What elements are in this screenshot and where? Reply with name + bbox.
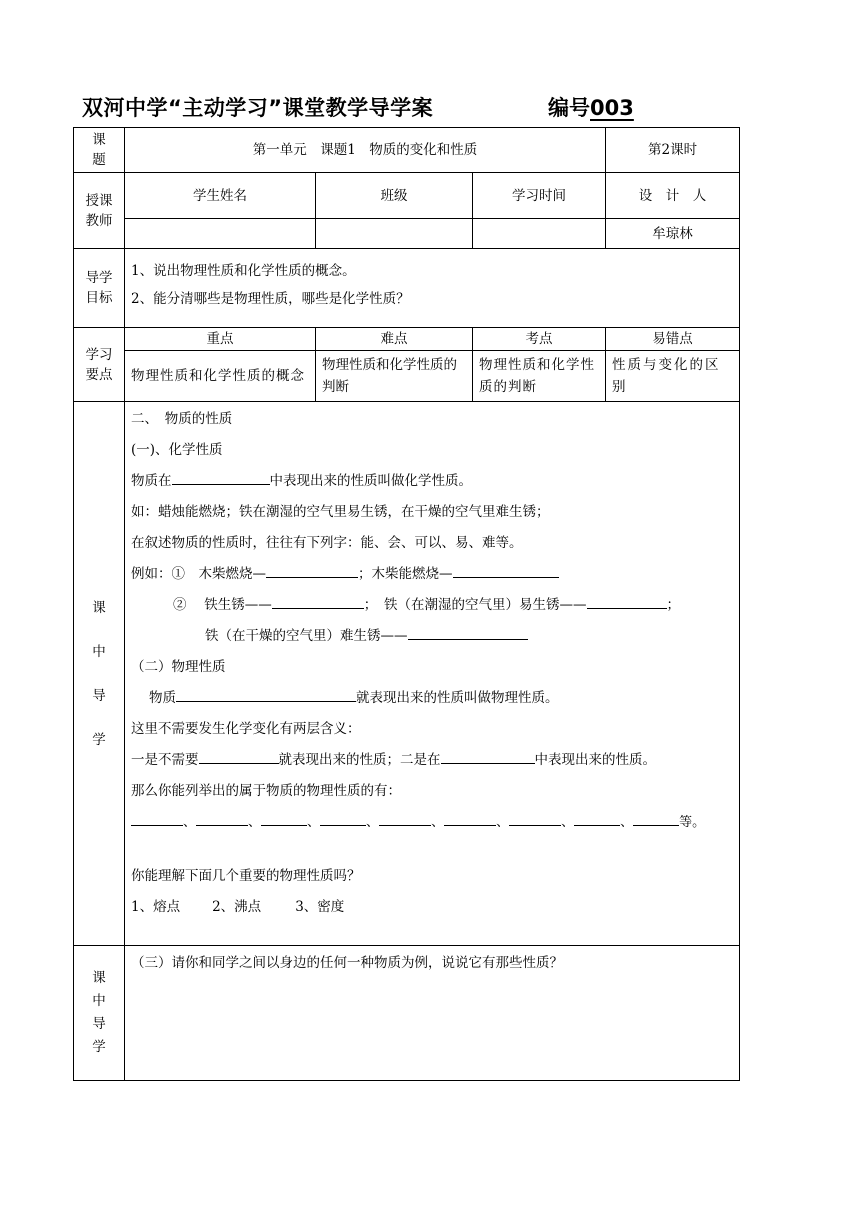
blank[interactable] bbox=[379, 811, 431, 826]
blank[interactable] bbox=[199, 749, 279, 764]
blank[interactable] bbox=[574, 811, 620, 826]
example-line-1: 例如：① 木柴燃烧— ；木柴能燃烧— bbox=[131, 559, 733, 590]
blank[interactable] bbox=[196, 811, 248, 826]
points-values-row bbox=[74, 351, 740, 402]
period-label: 第2课时 bbox=[606, 128, 740, 173]
phys-heading: （二）物理性质 bbox=[131, 659, 226, 675]
phys-list-blanks: 、 、 、 、 、 、 、 、 等。 bbox=[131, 807, 733, 838]
designer-name: 牟琼林 bbox=[606, 219, 740, 249]
blank[interactable] bbox=[453, 563, 559, 578]
blank[interactable] bbox=[172, 470, 270, 485]
goals-label: 导学 目标 bbox=[74, 249, 125, 328]
key-point-header: 重点 bbox=[125, 328, 316, 351]
student-name-cell[interactable] bbox=[125, 219, 316, 249]
topic-label: 课 题 bbox=[74, 128, 125, 173]
phys-meaning: 这里不需要发生化学变化有两层含义： bbox=[131, 721, 361, 737]
study-time-header: 学习时间 bbox=[473, 173, 606, 219]
goal-1: 1、说出物理性质和化学性质的概念。 bbox=[131, 263, 356, 279]
error-point: 性质与变化的区别 bbox=[606, 351, 740, 402]
exam-point-header: 考点 bbox=[473, 328, 606, 351]
blank[interactable] bbox=[272, 594, 364, 609]
study-time-cell[interactable] bbox=[473, 219, 606, 249]
goals-row bbox=[74, 249, 740, 328]
guide2-row bbox=[74, 946, 740, 1081]
lesson-plan-table bbox=[73, 127, 740, 1081]
blank[interactable] bbox=[266, 563, 358, 578]
phys-list-prompt: 那么你能列举出的属于物质的物理性质的有： bbox=[131, 783, 401, 799]
points-header-row bbox=[74, 328, 740, 351]
exam-point: 物理性质和化学性质的判断 bbox=[473, 351, 606, 402]
topic-row bbox=[74, 128, 740, 173]
error-point-header: 易错点 bbox=[606, 328, 740, 351]
blank[interactable] bbox=[587, 594, 667, 609]
goal-2: 2、能分清哪些是物理性质，哪些是化学性质？ bbox=[131, 291, 410, 307]
blank[interactable] bbox=[320, 811, 366, 826]
example-line-3: 铁（在干燥的空气里）难生锈—— bbox=[131, 621, 733, 652]
goals-content bbox=[125, 249, 740, 328]
chem-example: 如：蜡烛能燃烧；铁在潮湿的空气里易生锈，在干燥的空气里难生锈； bbox=[131, 504, 550, 520]
teacher-row bbox=[74, 173, 740, 219]
difficult-point-header: 难点 bbox=[316, 328, 473, 351]
guide-row bbox=[74, 402, 740, 946]
difficult-point: 物理性质和化学性质的判断 bbox=[316, 351, 473, 402]
example-line-2: ② 铁生锈—— ； 铁（在潮湿的空气里）易生锈—— ； bbox=[131, 590, 733, 621]
document-code bbox=[548, 92, 634, 122]
guide2-question: （三）请你和同学之间以身边的任何一种物质为例，说说它有那些性质？ bbox=[131, 955, 563, 971]
class-header: 班级 bbox=[316, 173, 473, 219]
section-title: 二、 物质的性质 bbox=[131, 411, 233, 427]
guide2-content bbox=[125, 946, 740, 1081]
chem-heading: (一)、化学性质 bbox=[131, 442, 223, 458]
blank[interactable] bbox=[261, 811, 307, 826]
code-label: 编号 bbox=[548, 96, 590, 120]
phys-properties-list: 1、熔点 2、沸点 3、密度 bbox=[131, 899, 345, 915]
blank[interactable] bbox=[176, 687, 356, 702]
phys-meaning-detail: 一是不需要 就表现出来的性质；二是在 中表现出来的性质。 bbox=[131, 745, 733, 776]
page-title: 双河中学“主动学习”课堂教学导学案 bbox=[82, 96, 434, 120]
designer-header: 设 计 人 bbox=[606, 173, 740, 219]
blank[interactable] bbox=[444, 811, 496, 826]
blank[interactable] bbox=[633, 811, 679, 826]
blank[interactable] bbox=[441, 749, 535, 764]
student-name-header: 学生姓名 bbox=[125, 173, 316, 219]
key-point: 物理性质和化学性质的概念 bbox=[125, 351, 316, 402]
phys-properties-question: 你能理解下面几个重要的物理性质吗？ bbox=[131, 868, 361, 884]
blank[interactable] bbox=[509, 811, 561, 826]
class-cell[interactable] bbox=[316, 219, 473, 249]
points-label: 学习 要点 bbox=[74, 328, 125, 402]
blank[interactable] bbox=[131, 811, 183, 826]
chem-definition: 物质在 中表现出来的性质叫做化学性质。 bbox=[131, 466, 733, 497]
guide-content bbox=[125, 402, 740, 946]
topic-title: 第一单元 课题1 物质的变化和性质 bbox=[125, 128, 606, 173]
guide-label: 课 中 导 学 bbox=[74, 402, 125, 946]
teacher-values-row bbox=[74, 219, 740, 249]
teacher-label: 授课 教师 bbox=[74, 173, 125, 249]
chem-keywords: 在叙述物质的性质时，往往有下列字：能、会、可以、易、难等。 bbox=[131, 535, 523, 551]
guide2-label: 课 中 导 学 bbox=[74, 946, 125, 1081]
code-value: 003 bbox=[590, 96, 634, 120]
blank[interactable] bbox=[408, 625, 528, 640]
phys-definition: 物质 就表现出来的性质叫做物理性质。 bbox=[131, 683, 733, 714]
